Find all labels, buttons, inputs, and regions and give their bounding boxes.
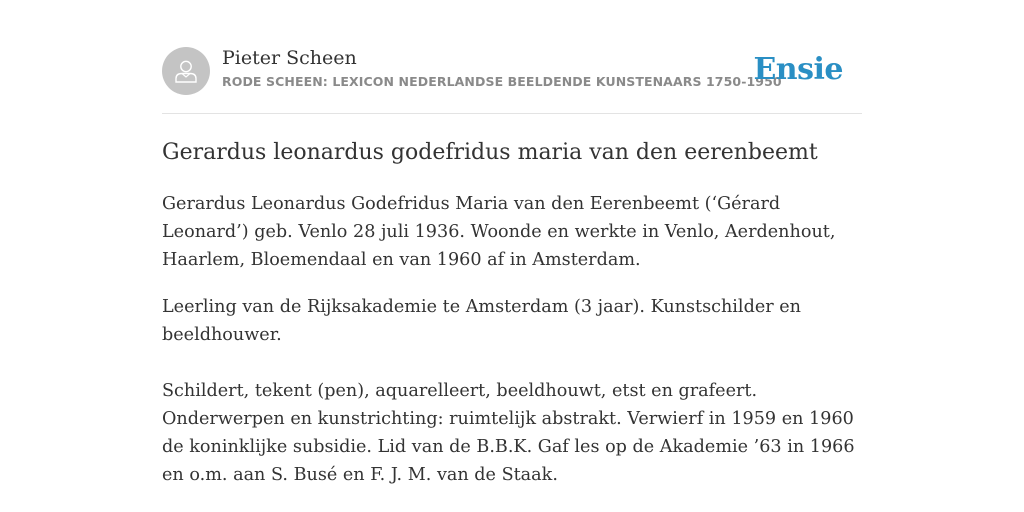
author-name[interactable]: Pieter Scheen (222, 47, 357, 69)
brand-logo[interactable]: Ensie (753, 52, 843, 87)
user-icon (172, 57, 200, 85)
source-title[interactable]: RODE SCHEEN: LEXICON NEDERLANDSE BEELDENDE KUNSTENAARS 1750-1950 (222, 74, 782, 89)
body-paragraph: Gerardus Leonardus Godefridus Maria van den Eerenbeemt (‘Gérard Leonard’) geb. Venlo 28 juli 1936. Woonde en werkte in Venlo, Aerdenhout, Haarlem, Bloemendaal en van 1960 af in Amsterdam. (162, 194, 836, 270)
entry-body (162, 190, 862, 508)
header-divider (162, 113, 862, 114)
body-paragraph: Schildert, tekent (pen), aquarelleert, beeldhouwt, etst en grafeert. Onderwerpen en kunstrichting: ruimtelijk abstrakt. Verwierf in 1959 en 1960 de koninklijke subsidie. Lid van de B.B.K. Gaf les op de Akademie ’63 in 1966 en o.m. aan S. Busé en F. J. M. van de Staak. (162, 381, 855, 485)
entry-title: Gerardus leonardus godefridus maria van den eerenbeemt (162, 140, 818, 165)
avatar[interactable] (162, 47, 210, 95)
entry-header (162, 46, 862, 96)
body-paragraph: Leerling van de Rijksakademie te Amsterdam (3 jaar). Kunstschilder en beeldhouwer. (162, 297, 801, 345)
